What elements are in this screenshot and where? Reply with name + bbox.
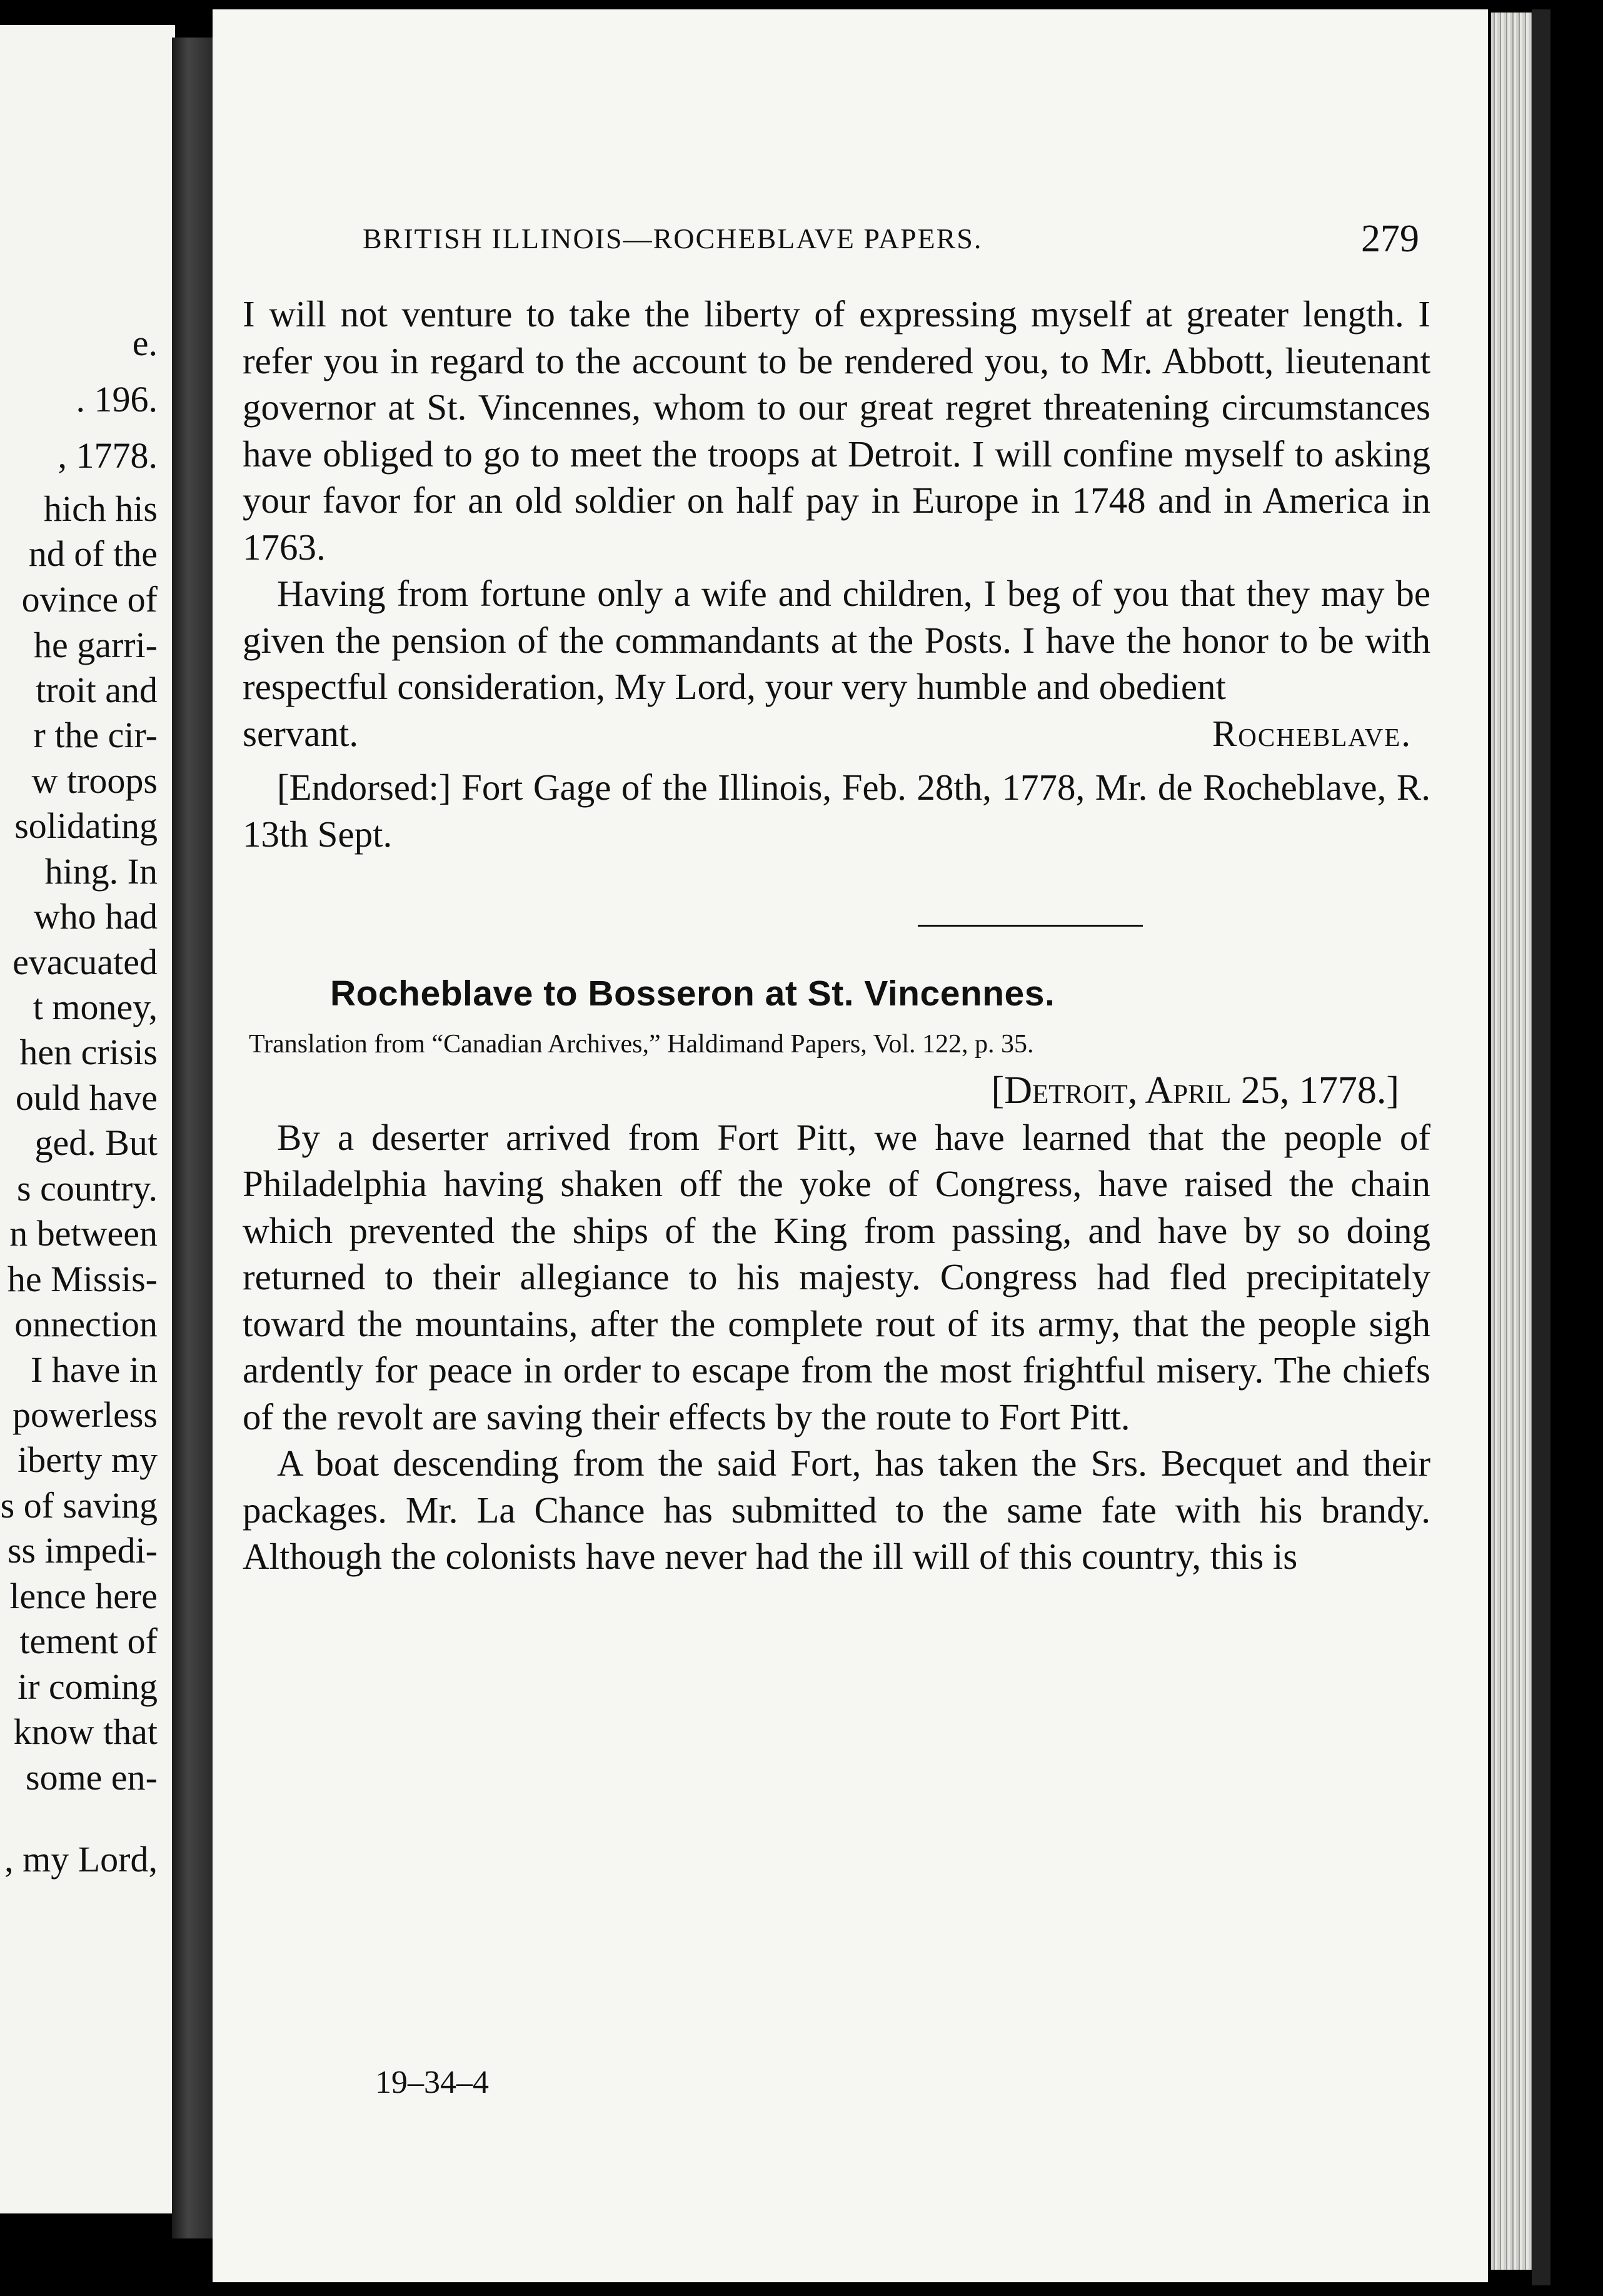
left-page-line: s of saving xyxy=(0,1485,158,1526)
page-body xyxy=(243,291,1430,1580)
left-page-line: hen crisis xyxy=(19,1032,158,1072)
left-page-line: tement of xyxy=(19,1621,158,1661)
left-page-line: ss impedi- xyxy=(7,1530,158,1571)
left-page-line: onnection xyxy=(14,1304,158,1344)
left-page-line: , my Lord, xyxy=(4,1839,158,1880)
page-number: 279 xyxy=(1361,218,1419,260)
dateline: [Detroit, April 25, 1778.] xyxy=(991,1069,1399,1112)
left-page-line: hich his xyxy=(43,488,158,529)
signature-name: Rocheblave. xyxy=(1212,712,1412,754)
left-page-line: ovince of xyxy=(21,579,158,620)
section-title: Rocheblave to Bosseron at St. Vincennes. xyxy=(330,974,1055,1014)
left-page-line: n between xyxy=(9,1213,158,1254)
endorsement: [Endorsed:] Fort Gage of the Illinois, Feb. 28th, 1778, Mr. de Rocheblave, R. 13th Sept. xyxy=(243,767,1430,855)
left-page-line: s country. xyxy=(17,1168,158,1209)
signature-line xyxy=(243,710,1430,757)
left-page-line: solidating xyxy=(14,805,158,846)
left-page-line: . 196. xyxy=(76,379,158,420)
left-page-line: I have in xyxy=(31,1349,158,1390)
paragraph-4: A boat descending from the said Fort, has taken the Srs. Becquet and their packages. Mr. La Chance has submitted to the same fate with his brandy. Although the colonists have never had the ill will of this country, this is xyxy=(243,1443,1430,1577)
source-citation: Translation from “Canadian Archives,” Haldimand Papers, Vol. 122, p. 35. xyxy=(249,1029,1034,1059)
left-page-line: he Missis- xyxy=(7,1259,158,1299)
left-page-line: know that xyxy=(13,1711,158,1752)
left-page-line: some en- xyxy=(26,1757,158,1798)
section-divider xyxy=(918,925,1143,927)
left-page-line: ged. But xyxy=(34,1122,158,1163)
paragraph-2: Having from fortune only a wife and children, I beg of you that they may be given the pension of the commandants at the Posts. I have the honor to be with respectful consideration, My Lord, your very humble and obedient xyxy=(243,573,1430,707)
left-page-line: ir coming xyxy=(18,1666,158,1707)
left-page-line: t money, xyxy=(33,987,158,1027)
left-page-line: hing. In xyxy=(44,851,158,892)
left-page-line: evacuated xyxy=(13,942,158,982)
page-edges xyxy=(1491,13,1532,2270)
printer-signature-mark: 19–34–4 xyxy=(375,2065,489,2100)
left-page-line: who had xyxy=(33,896,158,937)
left-page-line: powerless xyxy=(13,1394,158,1435)
left-page-line: iberty my xyxy=(18,1439,158,1480)
running-head: BRITISH ILLINOIS—ROCHEBLAVE PAPERS. xyxy=(363,223,983,254)
left-page-line: , 1778. xyxy=(58,435,158,476)
left-page-line: r the cir- xyxy=(33,715,158,755)
book-gutter xyxy=(172,38,213,2238)
left-page-line: lence here xyxy=(9,1576,158,1616)
paragraph-3: By a deserter arrived from Fort Pitt, we have learned that the people of Philadelphia having shaken off the yoke of Congress, have raised the chain which prevented the ships of the King from passing, and have by so doing returned to their allegiance to his majesty. Congress had fled precipitately toward the mountains, after the complete rout of its army, that the people sigh ardently for peace in order to escape from the most frightful misery. The chiefs of the revolt are saving their effects by the route to Fort Pitt. xyxy=(243,1116,1430,1438)
left-page-line: troit and xyxy=(36,670,158,710)
closing-word: servant. xyxy=(243,712,359,754)
left-page-line: w troops xyxy=(31,760,158,801)
left-page xyxy=(0,25,175,2213)
page-edge-shadow xyxy=(1532,9,1550,2285)
right-page xyxy=(213,9,1488,2282)
left-page-line: he garri- xyxy=(33,625,158,665)
left-page-line: ould have xyxy=(15,1077,158,1118)
left-page-line: e. xyxy=(132,323,158,363)
paragraph-1: I will not venture to take the liberty of expressing myself at greater length. I refer you in regard to the account to be rendered you, to Mr. Abbott, lieutenant governor at St. Vincennes, whom to our great regret threatening circumstances have obliged to go to meet the troops at Detroit. I will confine myself to asking your favor for an old soldier on half pay in Europe in 1748 and in America in 1763. xyxy=(243,293,1430,568)
left-page-line: nd of the xyxy=(28,533,158,574)
